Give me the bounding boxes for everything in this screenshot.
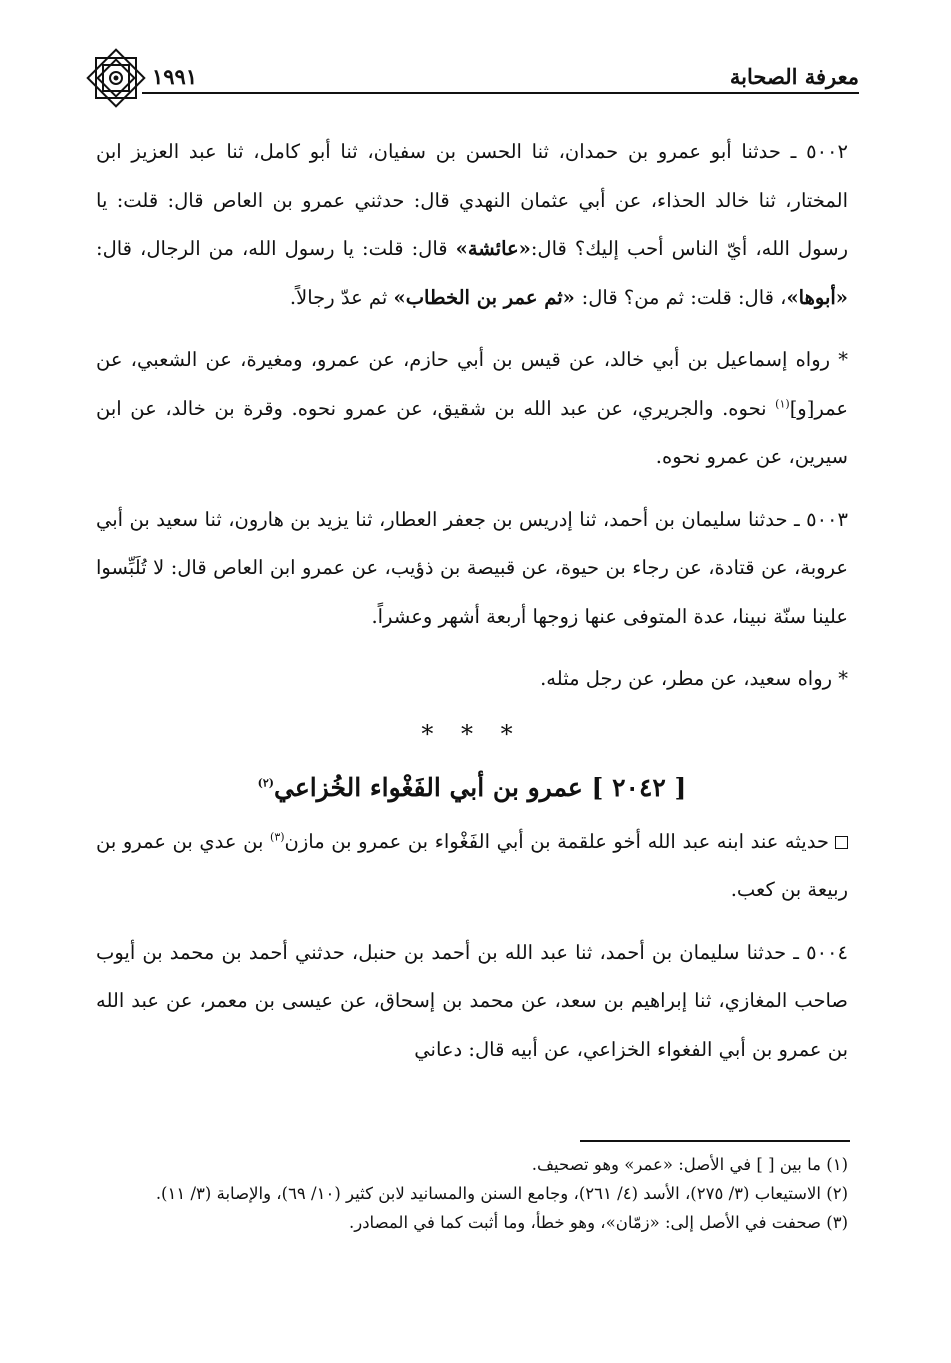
footnote-2: (٢) الاستيعاب (٣/ ٢٧٥)، الأسد (٤/ ٢٦١)، وجامع السنن والمسانيد لابن كثير (١٠/ ٦٩)، والإصابة (٣/ ١١). [155, 1184, 848, 1203]
square-bullet-icon [835, 836, 848, 849]
footnote-1: (١) ما بين [ ] في الأصل: «عمر» وهو تصحيف. [531, 1155, 848, 1174]
header-rule [142, 92, 859, 94]
footnote-ref-2: (٢) [257, 776, 274, 790]
narration-note-1: * رواه إسماعيل بن أبي خالد، عن قيس بن أبي حازم، عن عمرو، ومغيرة، عن الشعبي، عن عمر[و]$^{(١)}$ نحوه. والجريري، عن عبد الله بن شقيق، عن عمرو نحوه. وقرة بن خالد، عن ابن سيرين، عن عمرو نحوه. [96, 348, 848, 468]
footnotes [96, 1150, 848, 1237]
page-body [96, 128, 848, 1074]
hadith-5003: ٥٠٠٣ ـ حدثنا سليمان بن أحمد، ثنا إدريس بن جعفر العطار، ثنا يزيد بن هارون، ثنا سعيد بن أبي عروبة، عن قتادة، عن رجاء بن حيوة، عن قبيصة بن ذؤيب، عن عمرو ابن العاص قال: لا تُلَبِّسوا علينا سنّة نبينا، عدة المتوفى عنها زوجها أربعة أشهر وعشراً. [96, 507, 848, 628]
section-heading: [ ٢٠٤٢ ] عمرو بن أبي الفَغْواء الخُزاعي$^{(٢)}$ [257, 772, 687, 802]
section-separator: * * * [421, 719, 523, 748]
footnote-ref-3: (٣) [270, 830, 285, 843]
footnote-3: (٣) صحفت في الأصل إلى: «زمّان»، وهو خطأ، وما أثبت كما في المصادر. [348, 1213, 848, 1232]
hadith-5004: ٥٠٠٤ ـ حدثنا سليمان بن أحمد، ثنا عبد الله بن أحمد بن حنبل، حدثني أحمد بن محمد بن أيوب صاحب المغازي، ثنا إبراهيم بن سعد، عن محمد بن إسحاق، عن عيسى بن معمر، عن عبد الله بن عمرو بن أبي الفغواء الخزاعي، عن أبيه قال: دعاني [96, 940, 848, 1061]
biography-paragraph: حديثه عند ابنه عبد الله أخو علقمة بن أبي الفَغْواء بن عمرو بن مازن$^{(٣)}$ بن عدي بن عمرو بن ربيعة بن كعب. [96, 829, 848, 901]
running-title: معرفة الصحابة [729, 64, 859, 89]
hadith-5002: ٥٠٠٢ ـ حدثنا أبو عمرو بن حمدان، ثنا الحسن بن سفيان، ثنا أبو كامل، ثنا عبد العزيز ابن المختار، ثنا خالد الحذاء، عن أبي عثمان النهدي قال: حدثني عمرو بن العاص قال: قلت: يا رسول الله، أيّ الناس أحب إليك؟ قال:«عائشة» قال: قلت: يا رسول الله، من الرجال، قال: «أبوها»، قال: قلت: ثم من؟ قال: «ثم عمر بن الخطاب» ثم عدّ رجالاً. [96, 140, 848, 309]
footnote-ref-1: (١) [775, 397, 790, 410]
running-header [60, 42, 859, 94]
narration-note-2: * رواه سعيد، عن مطر، عن رجل مثله. [540, 667, 848, 690]
page-number: ١٩٩١ [152, 64, 198, 89]
octagram-ornament-icon [82, 44, 150, 112]
footnote-rule [580, 1140, 850, 1142]
